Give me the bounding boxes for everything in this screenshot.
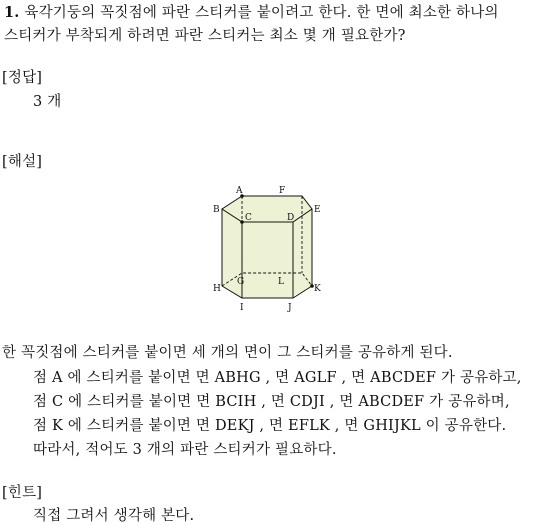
- solution-line-2: 점 A 에 스티커를 붙이면 면 ABHG , 면 AGLF , 면 ABCDEF 가 공유하고,: [33, 370, 522, 386]
- hexagonal-prism-figure: [200, 182, 330, 322]
- problem-statement-line-2: 스티커가 부착되게 하려면 파란 스티커는 최소 몇 개 필요한가?: [4, 28, 406, 44]
- solution-line-5: 따라서, 적어도 3 개의 파란 스티커가 필요하다.: [33, 442, 337, 458]
- vertex-label-l: L: [278, 277, 284, 287]
- vertex-label-i: I: [240, 303, 244, 313]
- vertex-label-d: D: [287, 213, 295, 223]
- solution-line-4: 점 K 에 스티커를 붙이면 면 DEKJ , 면 EFLK , 면 GHIJKL 이 공유한다.: [33, 418, 507, 434]
- vertex-label-e: E: [314, 205, 321, 215]
- solution-line-3: 점 C 에 스티커를 붙이면 면 BCIH , 면 CDJI , 면 ABCDEF 가 공유하며,: [33, 394, 510, 410]
- problem-text-1: 육각기둥의 꼭짓점에 파란 스티커를 붙이려고 한다. 한 면에 최소한 하나의: [24, 5, 499, 21]
- vertex-label-j: J: [288, 303, 292, 313]
- vertex-label-f: F: [279, 186, 286, 196]
- problem-statement-line-1: [4, 1, 499, 22]
- solution-heading: [해설]: [2, 154, 43, 170]
- vertex-label-g: G: [237, 277, 245, 287]
- vertex-label-c: C: [245, 213, 252, 223]
- sticker-dot-c: [240, 220, 244, 224]
- vertex-label-b: B: [213, 205, 220, 215]
- vertex-label-k: K: [314, 284, 321, 294]
- vertex-label-a: A: [236, 186, 243, 196]
- answer-heading: [정답]: [2, 70, 43, 86]
- prism-shaded-region: [222, 196, 312, 298]
- hint-text: 직접 그려서 생각해 본다.: [33, 508, 195, 524]
- problem-number: 1.: [4, 4, 20, 21]
- answer-value: 3 개: [33, 94, 62, 110]
- solution-line-1: 한 꼭짓점에 스티커를 붙이면 세 개의 면이 그 스티커를 공유하게 된다.: [2, 345, 453, 361]
- hint-heading: [힌트]: [2, 485, 43, 501]
- vertex-label-h: H: [213, 284, 221, 294]
